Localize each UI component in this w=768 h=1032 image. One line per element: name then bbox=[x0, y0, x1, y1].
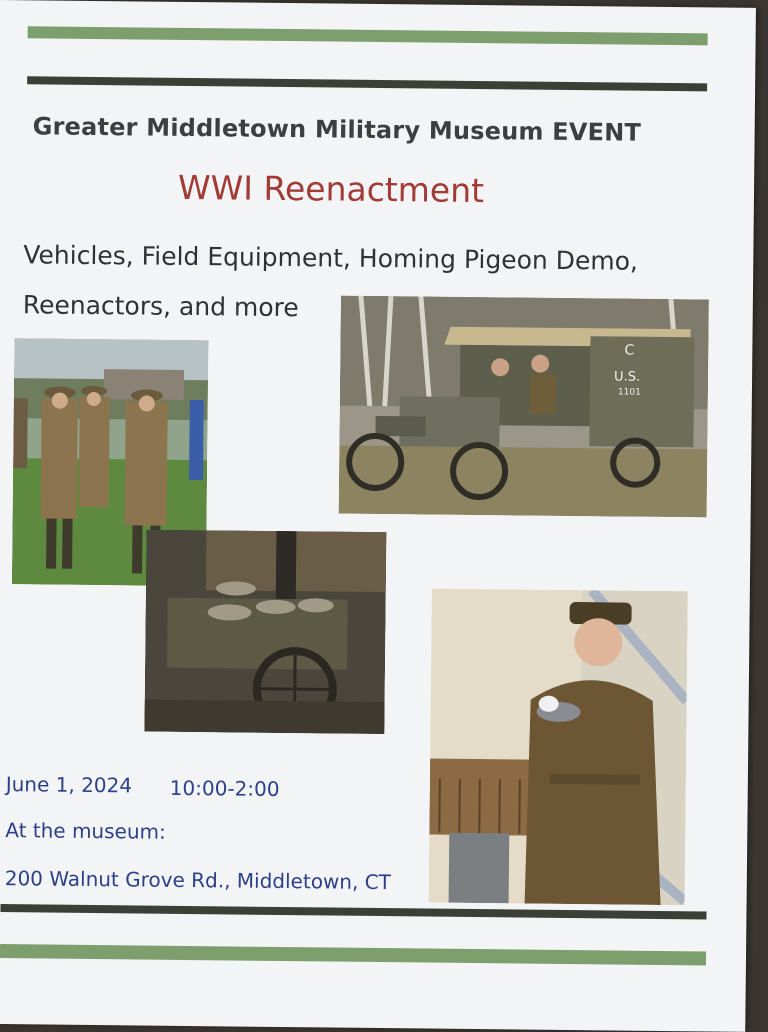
truck-number: 1101 bbox=[617, 387, 641, 398]
museum-heading: Greater Middletown Military Museum EVENT bbox=[32, 112, 642, 147]
event-title: WWI Reenactment bbox=[177, 167, 485, 211]
description-line-2: Reenactors, and more bbox=[22, 290, 299, 323]
truck-us-mark: U.S. bbox=[614, 369, 641, 385]
event-address: 200 Walnut Grove Rd., Middletown, CT bbox=[4, 866, 392, 895]
truck-photo bbox=[339, 296, 709, 518]
description-line-1: Vehicles, Field Equipment, Homing Pigeon Demo, bbox=[23, 240, 639, 276]
bottom-dark-stripe bbox=[0, 904, 706, 919]
location-label: At the museum: bbox=[5, 818, 166, 844]
truck-letter-c: C bbox=[624, 342, 635, 359]
pigeon-handler-photo bbox=[429, 589, 688, 906]
top-green-stripe bbox=[28, 26, 708, 45]
bottom-green-stripe bbox=[0, 944, 706, 965]
event-date: June 1, 2024 bbox=[5, 772, 133, 798]
top-dark-stripe bbox=[27, 76, 707, 91]
event-time: 10:00-2:00 bbox=[169, 775, 280, 801]
field-kitchen-photo bbox=[144, 530, 386, 735]
